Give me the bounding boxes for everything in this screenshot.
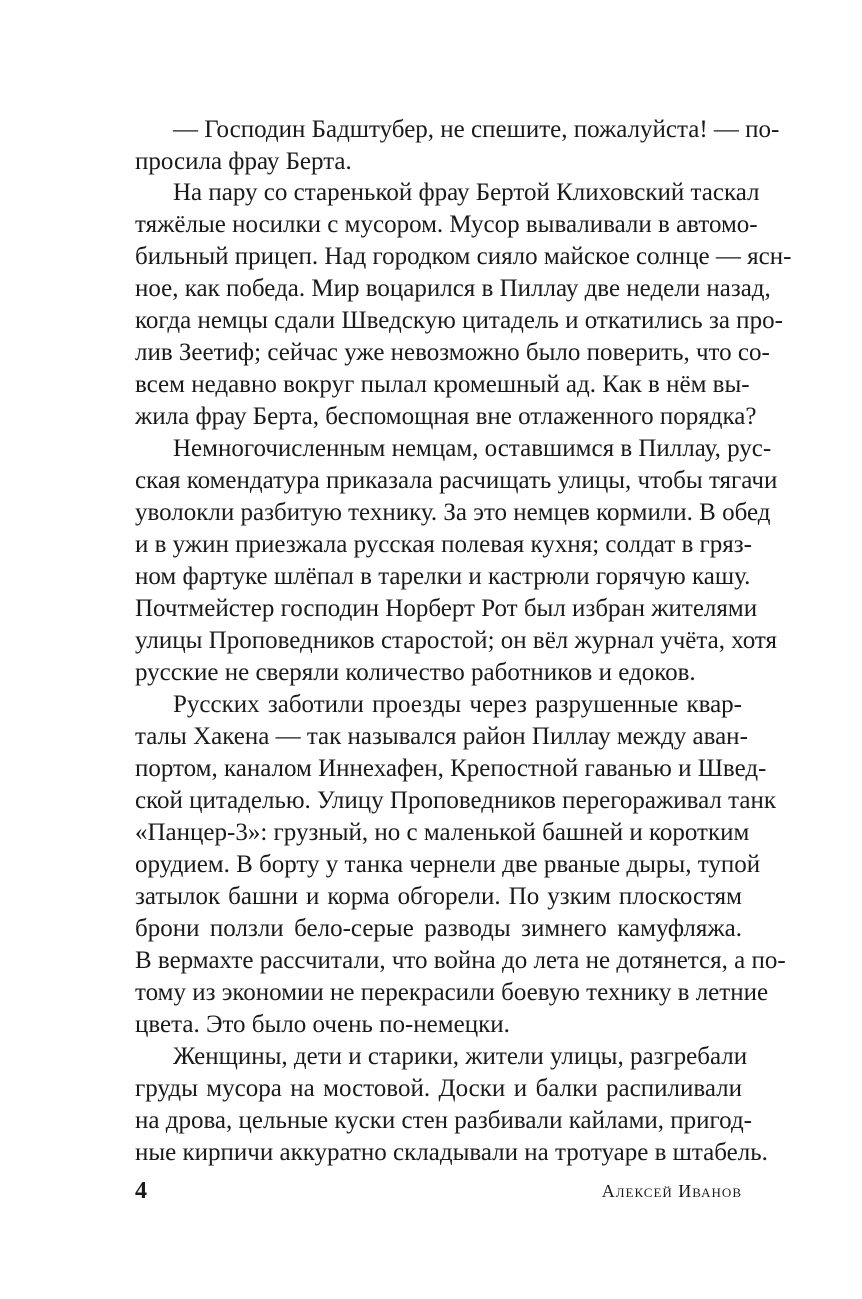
- text-line: бильный прицеп. Над городком сияло майское солнце — ясн-: [135, 243, 792, 270]
- text-line: портом, каналом Иннехафен, Крепостной гаванью и Швед-: [135, 755, 767, 782]
- text-line: на дрова, цельные куски стен разбивали кайлами, пригод-: [135, 1107, 752, 1134]
- text-line: просила фрау Берта.: [135, 148, 352, 175]
- text-line: лив Зеетиф; сейчас уже невозможно было поверить, что со-: [135, 339, 770, 366]
- text-line: Немногочисленным немцам, оставшимся в Пиллау, рус-: [173, 435, 772, 462]
- text-line: В вермахте рассчитали, что война до лета не дотянется, а по-: [135, 947, 786, 974]
- text-line: уволокли разбитую технику. За это немцев кормили. В обед: [135, 499, 771, 526]
- text-line: На пару со старенькой фрау Бертой Клиховский таскал: [173, 179, 760, 206]
- text-line: Почтмейстер господин Норберт Рот был избран жителями: [135, 595, 758, 622]
- text-line: жила фрау Берта, беспомощная вне отлаженного порядка?: [135, 403, 757, 430]
- text-line: орудием. В борту у танка чернели две рваные дыры, тупой: [135, 851, 761, 878]
- text-line: всем недавно вокруг пылал кромешный ад. Как в нём вы-: [135, 371, 750, 398]
- page-number: 4: [135, 1178, 147, 1204]
- text-line: цвета. Это было очень по-немецки.: [135, 1011, 510, 1038]
- text-line: улицы Проповедников старостой; он вёл журнал учёта, хотя: [135, 627, 778, 654]
- text-line: тому из экономии не перекрасили боевую технику в летние: [135, 979, 769, 1006]
- text-line: талы Хакена — так назывался район Пиллау между аван-: [135, 723, 748, 750]
- text-line: Женщины, дети и старики, жители улицы, разгребали: [173, 1043, 748, 1070]
- text-line: тяжёлые носилки с мусором. Мусор вываливали в автомо-: [135, 211, 758, 238]
- text-line: ном фартуке шлёпал в тарелки и кастрюли горячую кашу.: [135, 563, 751, 590]
- text-line: русские не сверяли количество работников и едоков.: [135, 659, 696, 686]
- text-line: и в ужин приезжала русская полевая кухня; солдат в гряз-: [135, 531, 753, 558]
- text-line: — Господин Бадштубер, не спешите, пожалуйста! — по-: [173, 116, 780, 143]
- text-line: груды мусора на мостовой. Доски и балки распиливали: [135, 1075, 742, 1102]
- text-line: «Панцер-3»: грузный, но с маленькой башней и коротким: [135, 819, 750, 846]
- text-line: брони ползли бело-серые разводы зимнего камуфляжа.: [135, 915, 742, 942]
- running-footer-author: Алексей Иванов: [601, 1181, 742, 1201]
- text-line: ской цитаделью. Улицу Проповедников перегораживал танк: [135, 787, 777, 814]
- text-line: ные кирпичи аккуратно складывали на тротуаре в штабель.: [135, 1139, 768, 1166]
- text-line: затылок башни и корма обгорели. По узким плоскостям: [135, 883, 742, 910]
- text-line: ская комендатура приказала расчищать улицы, чтобы тягачи: [135, 467, 778, 494]
- text-line: ное, как победа. Мир воцарился в Пиллау две недели назад,: [135, 275, 771, 302]
- text-line: Русских заботили проезды через разрушенные квар-: [173, 691, 742, 718]
- text-line: когда немцы сдали Шведскую цитадель и откатились за про-: [135, 307, 783, 334]
